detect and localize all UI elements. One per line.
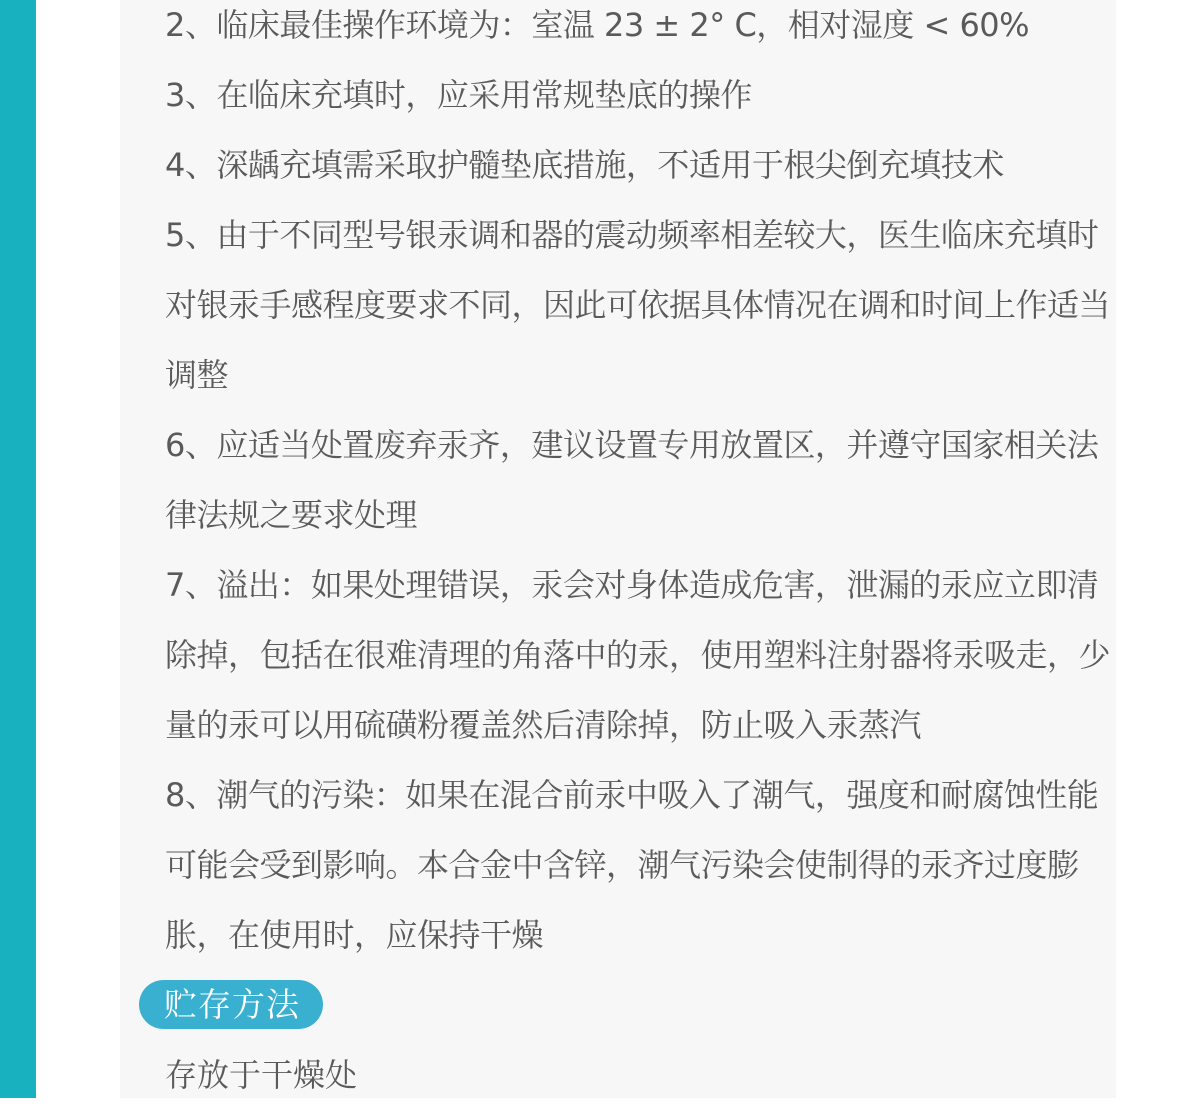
- accent-side-bar: [0, 0, 36, 1098]
- precaution-item-7: 7、溢出：如果处理错误，汞会对身体造成危害，泄漏的汞应立即清除掉，包括在很难清理的角落中的汞，使用塑料注射器将汞吸走，少量的汞可以用硫磺粉覆盖然后清除掉，防止吸入汞蒸汽: [165, 566, 1111, 744]
- precaution-item-4: 4、深龋充填需采取护髓垫底措施，不适用于根尖倒充填技术: [165, 146, 1004, 184]
- right-gutter: [1116, 0, 1200, 1098]
- left-gutter: [36, 0, 120, 1098]
- precaution-item-8: 8、潮气的污染：如果在混合前汞中吸入了潮气，强度和耐腐蚀性能可能会受到影响。本合金中含锌，潮气污染会使制得的汞齐过度膨胀，在使用时，应保持干燥: [165, 776, 1099, 954]
- storage-section-heading: 贮存方法: [139, 980, 323, 1029]
- precaution-item-6: 6、应适当处置废弃汞齐，建议设置专用放置区，并遵守国家相关法律法规之要求处理: [165, 426, 1099, 534]
- precaution-item-3: 3、在临床充填时，应采用常规垫底的操作: [165, 76, 752, 114]
- precaution-item-2: 2、临床最佳操作环境为：室温 23 ± 2° C，相对湿度 < 60%: [165, 6, 1030, 44]
- storage-instructions: 存放于干燥处: [165, 1056, 358, 1094]
- precaution-item-5: 5、由于不同型号银汞调和器的震动频率相差较大，医生临床充填时对银汞手感程度要求不同，因此可依据具体情况在调和时间上作适当调整: [165, 216, 1111, 394]
- precautions-list: [165, 0, 1115, 970]
